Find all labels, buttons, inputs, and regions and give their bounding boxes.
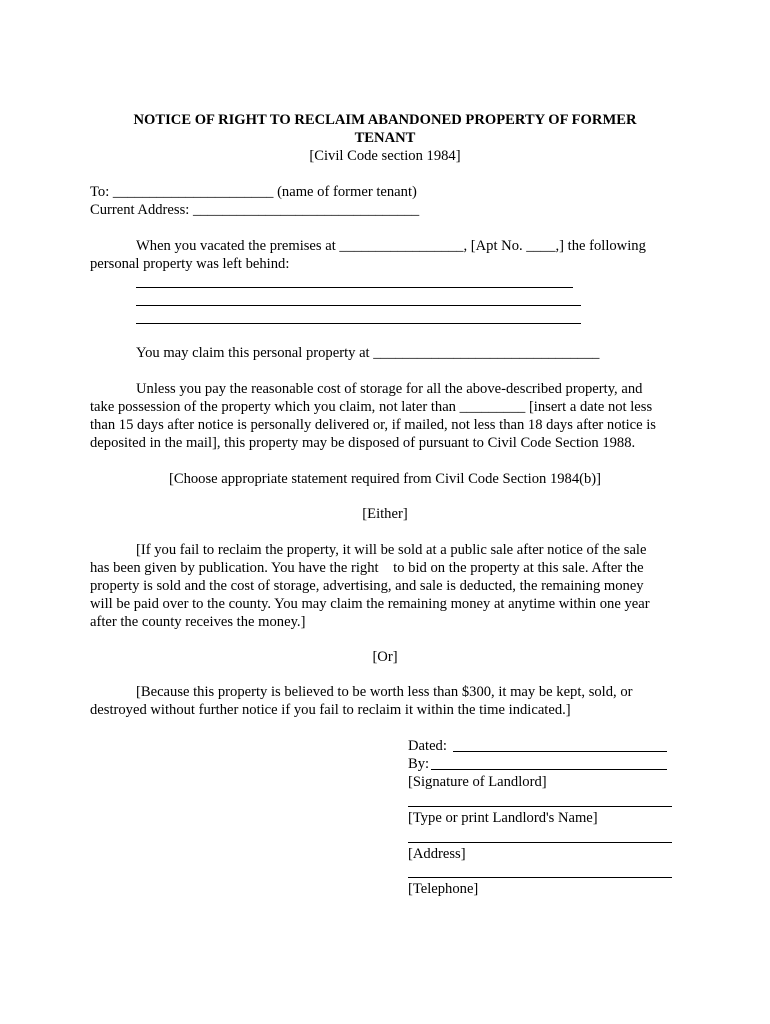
vacated-line-1: When you vacated the premises at _________________, [Apt No. ____,] the following — [136, 238, 646, 254]
dated-blank-line — [453, 751, 667, 752]
worth-line-1: [Because this property is believed to be worth less than $300, it may be kept, sold, or — [136, 684, 633, 700]
current-address-line: Current Address: _______________________________ — [90, 202, 420, 218]
property-blank-line-1 — [136, 287, 573, 288]
worth-line-2: destroyed without further notice if you fail to reclaim it within the time indicated.] — [90, 702, 571, 718]
address-blank-line — [408, 842, 672, 843]
either-label: [Either] — [362, 506, 408, 522]
unless-line-2: take possession of the property which you claim, not later than _________ [insert a date not less — [90, 399, 653, 415]
dated-label: Dated: — [408, 738, 447, 754]
sale-line-3: property is sold and the cost of storage, advertising, and sale is deducted, the remaining money — [90, 578, 644, 594]
unless-line-3: than 15 days after notice is personally delivered or, if mailed, not less than 18 days after notice is — [90, 417, 656, 433]
telephone-blank-line — [408, 877, 672, 878]
title-line-2: TENANT — [354, 130, 416, 146]
sale-line-1: [If you fail to reclaim the property, it will be sold at a public sale after notice of the sale — [136, 542, 647, 558]
sale-line-4: will be paid over to the county. You may claim the remaining money at anytime within one year — [90, 596, 650, 612]
landlord-name-blank-line — [408, 806, 672, 807]
telephone-label: [Telephone] — [408, 881, 479, 897]
unless-line-1: Unless you pay the reasonable cost of storage for all the above-described property, and — [136, 381, 643, 397]
title-line-1: NOTICE OF RIGHT TO RECLAIM ABANDONED PROPERTY OF FORMER — [133, 112, 637, 128]
subtitle: [Civil Code section 1984] — [309, 148, 461, 164]
signature-label: [Signature of Landlord] — [408, 774, 547, 790]
to-line: To: ______________________ (name of former tenant) — [90, 184, 417, 200]
by-label: By: — [408, 756, 430, 772]
or-label: [Or] — [372, 649, 398, 665]
address-label: [Address] — [408, 846, 466, 862]
unless-line-4: deposited in the mail], this property may be disposed of pursuant to Civil Code Section 1988. — [90, 435, 636, 451]
choose-statement: [Choose appropriate statement required from Civil Code Section 1984(b)] — [168, 471, 602, 487]
claim-line: You may claim this personal property at _______________________________ — [136, 345, 600, 361]
sale-line-2: has been given by publication. You have the right to bid on the property at this sale. After the — [90, 560, 644, 576]
property-blank-line-2 — [136, 305, 581, 306]
property-blank-line-3 — [136, 323, 581, 324]
by-blank-line — [431, 769, 667, 770]
landlord-name-label: [Type or print Landlord's Name] — [408, 810, 598, 826]
vacated-line-2: personal property was left behind: — [90, 256, 290, 272]
sale-line-5: after the county receives the money.] — [90, 614, 306, 630]
